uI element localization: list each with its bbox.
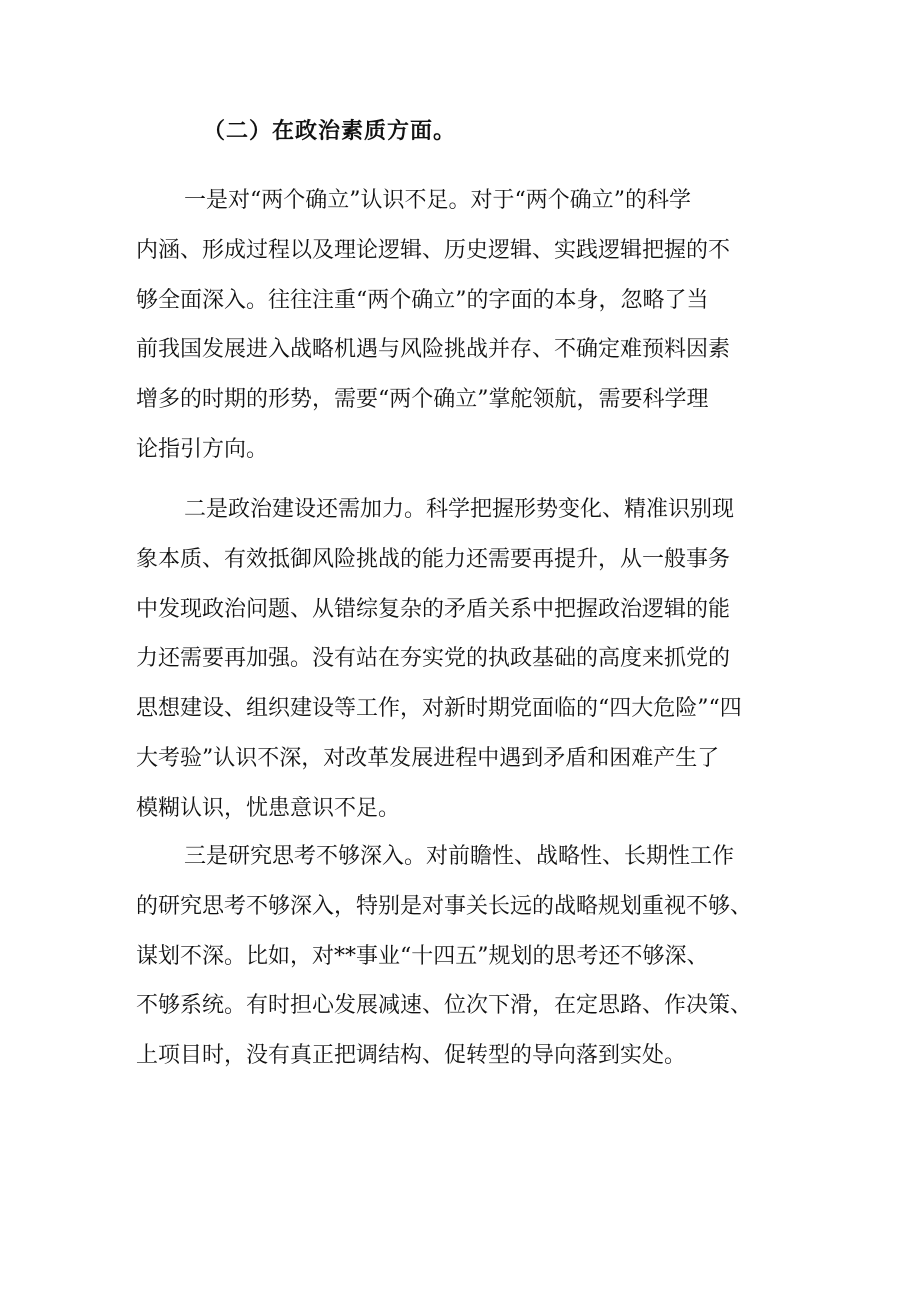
paragraph-1 [136,176,786,475]
paragraph-line: 二是政治建设还需加力。科学把握形势变化、精准识别现 [184,497,735,522]
paragraph-line: 论指引方向。 [136,436,269,462]
paragraph-line: 够全面深入。往往注重“两个确立”的字面的本身，忽略了当 [136,287,709,313]
paragraph-line: 一是对“两个确立”认识不足。对于“两个确立”的科学 [184,188,691,213]
section-heading: （二）在政治素质方面。 [203,118,457,144]
paragraph-line: 不够系统。有时担心发展减速、位次下滑，在定思路、作决策、 [136,993,753,1019]
paragraph-line: 前我国发展进入战略机遇与风险挑战并存、不确定难预料因素 [136,337,731,363]
paragraph-line: 三是研究思考不够深入。对前瞻性、战略性、长期性工作 [184,844,735,869]
paragraph-3 [136,832,786,1081]
paragraph-line: 象本质、有效抵御风险挑战的能力还需要再提升，从一般事务 [136,546,731,572]
paragraph-line: 的研究思考不够深入，特别是对事关长远的战略规划重视不够、 [136,893,753,919]
paragraph-line: 内涵、形成过程以及理论逻辑、历史逻辑、实践逻辑把握的不 [136,237,731,263]
paragraph-line: 增多的时期的形势，需要“两个确立”掌舵领航，需要科学理 [136,387,709,413]
paragraph-line: 中发现政治问题、从错综复杂的矛盾关系中把握政治逻辑的能 [136,596,731,622]
paragraph-line: 上项目时，没有真正把调结构、促转型的导向落到实处。 [136,1043,687,1069]
paragraph-line: 谋划不深。比如，对**事业“十四五”规划的思考还不够深、 [136,943,709,969]
paragraph-line: 思想建设、组织建设等工作，对新时期党面临的“四大危险”“四 [136,696,742,722]
paragraph-2 [136,485,786,834]
paragraph-line: 力还需要再加强。没有站在夯实党的执政基础的高度来抓党的 [136,646,731,672]
paragraph-line: 大考验”认识不深，对改革发展进程中遇到矛盾和困难产生了 [136,745,720,771]
paragraph-line: 模糊认识，忧患意识不足。 [136,795,401,821]
